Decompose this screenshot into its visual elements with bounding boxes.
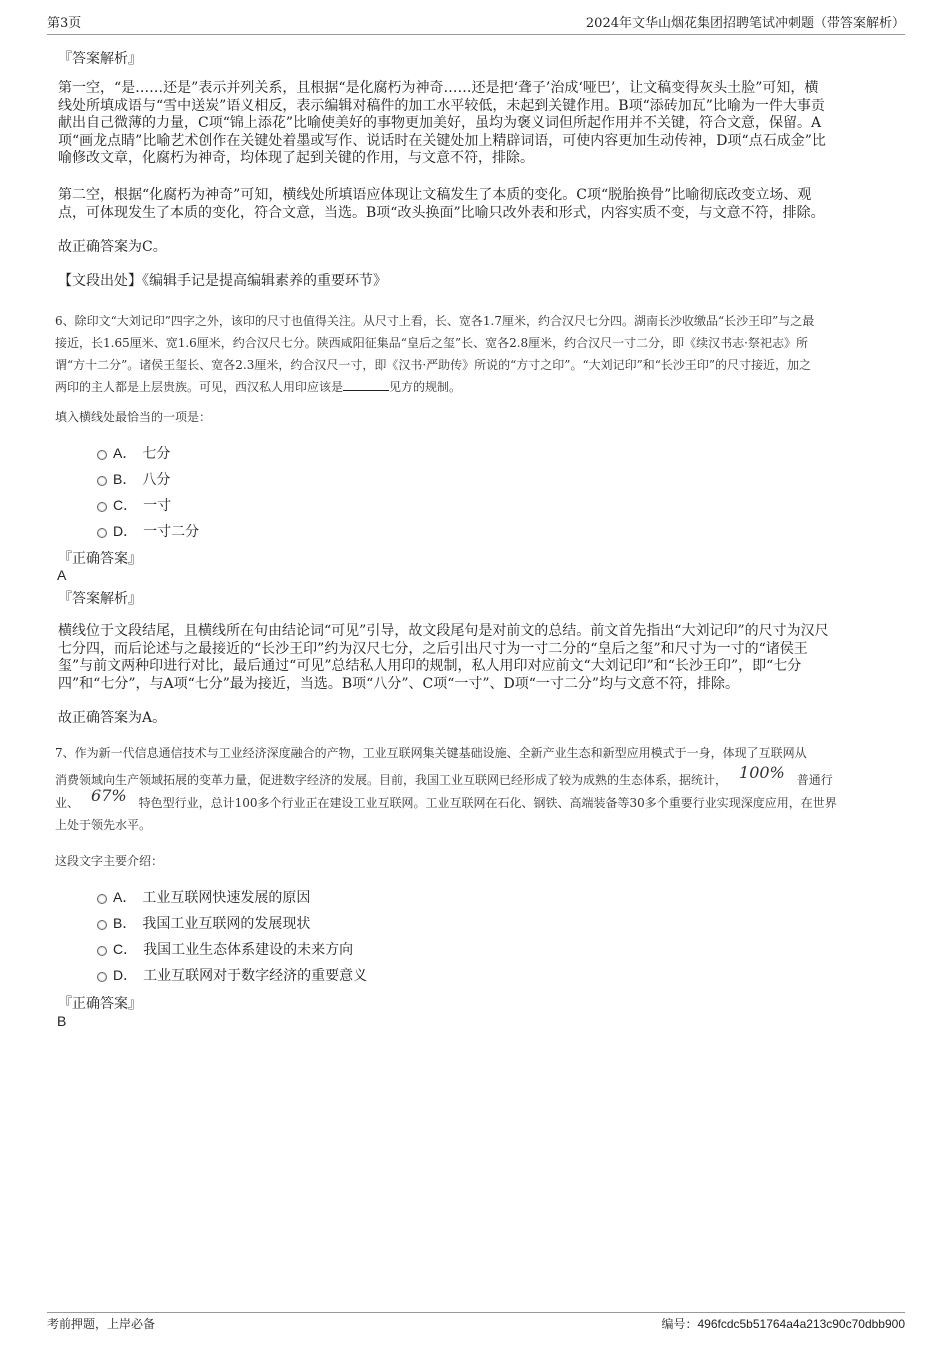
q7-prompt: 这段文字主要介绍：: [55, 854, 164, 868]
page-footer: [47, 1312, 905, 1337]
document-title: 2024年文华山烟花集团招聘笔试冲刺题（带答案解析）: [585, 16, 905, 31]
text-line: 四”和“七分”，与A项“七分”最为接近，当选。B项“八分”、C项“一寸”、D项“一寸二分”均与文意不符，排除。: [58, 675, 740, 692]
q6-option-a[interactable]: A． 七分: [97, 443, 170, 463]
radio-icon[interactable]: [97, 528, 107, 538]
q6-prompt: 填入横线处最恰当的一项是：: [55, 410, 212, 424]
q7-option-c[interactable]: C． 我国工业生态体系建设的未来方向: [97, 939, 353, 959]
text-line: 上处于领先水平。: [55, 818, 152, 832]
radio-icon[interactable]: [97, 450, 107, 460]
text-line: 谓“方十二分”。诸侯王玺长、宽各2.3厘米，约合汉尺一寸，即《汉书·严助传》所说的“方寸之印”。“大刘记印”和“长沙王印”的尺寸接近，加之: [55, 358, 811, 372]
text-line: 接近，长1.65厘米、宽1.6厘米，约合汉尺七分。陕西咸阳征集品“皇后之玺”长、宽各2.8厘米，约合汉尺一寸二分，即《续汉书志·祭祀志》所: [55, 336, 808, 350]
q5-source: 【文段出处】《编辑手记是提高编辑素养的重要环节》: [58, 273, 387, 289]
radio-icon[interactable]: [97, 502, 107, 512]
q6-correct-label: 『正确答案』: [58, 551, 142, 567]
answer-blank: [343, 378, 389, 391]
q6-option-b[interactable]: B． 八分: [97, 469, 170, 489]
text-line: 横线位于文段结尾，且横线所在句由结论词“可见”引导，故文段尾句是对前文的总结。前文首先指出“大刘记印”的尺寸为汉尺: [58, 623, 829, 639]
math-percent: 67%: [91, 786, 127, 805]
q5-analysis-label: 『答案解析』: [58, 51, 142, 67]
text-line: 项“画龙点睛”比喻艺术创作在关键处着墨或写作、说话时在关键处加上精辟词语，可使内容更加生动传神，D项“点石成金”比: [58, 132, 826, 149]
radio-icon[interactable]: [97, 946, 107, 956]
text-line: 线处所填成语与“雪中送炭”语义相反，表示编辑对稿件的加工水平较低，未起到关键作用。B项“添砖加瓦”比喻为一件大事贡: [58, 97, 825, 114]
q7-stem: [55, 742, 897, 836]
text-line: 喻修改文章，化腐朽为神奇，均体现了起到关键的作用，与文意不符，排除。: [58, 150, 534, 166]
text-line: 6、除印文“大刘记印”四字之外，该印的尺寸也值得关注。从尺寸上看，长、宽各1.7厘米，约合汉尺七分四。湖南长沙收缴品“长沙王印”与之最: [55, 314, 815, 328]
q5-conclusion: 故正确答案为C。: [58, 239, 167, 255]
footer-code: 编号：496fcdc5b51764a4a213c90c70dbb900: [661, 1317, 905, 1331]
text-line: 献出自己微薄的力量，C项“锦上添花”比喻使美好的事物更加美好，虽均为褒义词但所起作用并不关键，符合文意，保留。A: [58, 115, 822, 131]
math-percent: 100%: [739, 763, 785, 782]
text-line: 业、 67% 特色型行业，总计100多个行业正在建设工业互联网。工业互联网在石化、钢铁、高端装备等30多个重要行业实现深度应用，在世界: [55, 786, 837, 810]
text-line: 玺”与前文两种印进行对比，最后通过“可见”总结私人用印的规制，私人用印对应前文“大刘记印”和“长沙王印”，即“七分: [58, 658, 802, 674]
q7-option-b[interactable]: B． 我国工业互联网的发展现状: [97, 913, 310, 933]
radio-icon[interactable]: [97, 972, 107, 982]
text-line: 消费领域向生产领域拓展的变革力量，促进数字经济的发展。目前，我国工业互联网已经形成了较为成熟的生态体系，据统计， 100% 普通行: [55, 763, 833, 787]
text-line: 7、作为新一代信息通信技术与工业经济深度融合的产物，工业互联网集关键基础设施、全新产业生态和新型应用模式于一身，体现了互联网从: [55, 746, 807, 760]
q7-correct-label: 『正确答案』: [58, 996, 142, 1012]
q7-option-a[interactable]: A． 工业互联网快速发展的原因: [97, 887, 310, 907]
text-line: 第一空，“是……还是”表示并列关系，且根据“是化腐朽为神奇……还是把‘聋子’治成‘哑巴’，让文稿变得灰头土脸”可知，横: [58, 80, 819, 96]
q6-correct-value: A: [57, 567, 67, 583]
text-line: 两印的主人都是上层贵族。可见，西汉私人用印应该是 见方的规制。: [55, 380, 462, 394]
q5-analysis-paragraph-2: [58, 187, 893, 222]
text-line: 第二空，根据“化腐朽为神奇”可知，横线处所填语应体现让文稿发生了本质的变化。C项“脱胎换骨”比喻彻底改变立场、观: [58, 187, 812, 203]
q6-option-c[interactable]: C． 一寸: [97, 495, 171, 515]
page-header: [47, 12, 905, 35]
text-line: 点，可体现发生了本质的变化，符合文意，当选。B项“改头换面”比喻只改外表和形式，内容实质不变，与文意不符，排除。: [58, 204, 825, 221]
q6-option-d[interactable]: D． 一寸二分: [97, 521, 199, 541]
q7-correct-value: B: [57, 1013, 67, 1029]
q6-stem: [55, 310, 897, 398]
q7-option-d[interactable]: D． 工业互联网对于数字经济的重要意义: [97, 965, 367, 985]
radio-icon[interactable]: [97, 476, 107, 486]
q6-analysis-label: 『答案解析』: [58, 591, 142, 607]
q5-analysis-paragraph-1: [58, 80, 893, 168]
text-line: 七分四，而后论述与之最接近的“长沙王印”约为汉尺七分，之后引出尺寸为一寸二分的“皇后之玺”和尺寸为一寸的“诸侯王: [58, 640, 808, 657]
footer-note: 考前押题，上岸必备: [47, 1317, 156, 1331]
q6-analysis: [58, 623, 893, 693]
radio-icon[interactable]: [97, 920, 107, 930]
page-number: 第3页: [47, 16, 82, 31]
q6-conclusion: 故正确答案为A。: [58, 710, 167, 726]
radio-icon[interactable]: [97, 894, 107, 904]
